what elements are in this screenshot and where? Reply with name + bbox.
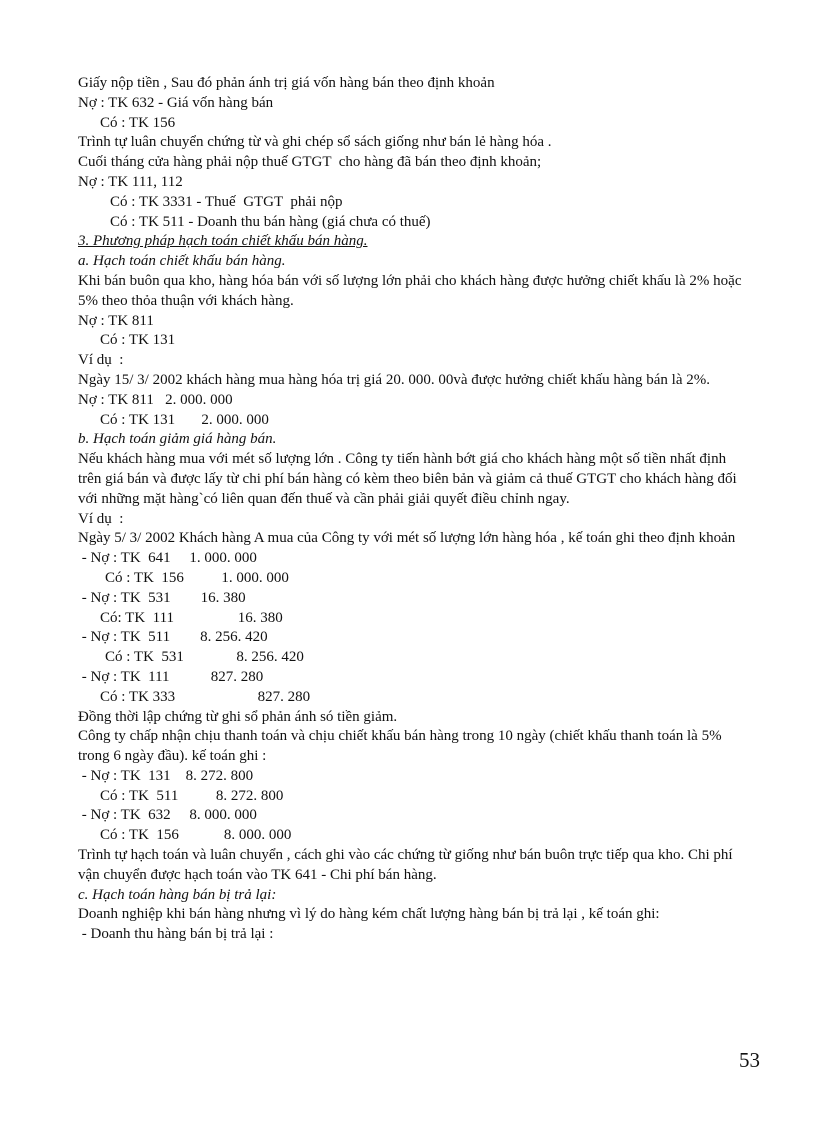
- text-line: Có : TK 3331 - Thuế GTGT phải nộp: [110, 193, 343, 210]
- paragraph: Khi bán buôn qua kho, hàng hóa bán với số lượng lớn phải cho khách hàng được hưởng chiết khấu là 2% hoặc 5% theo thỏa thuận với khách hàng.: [78, 272, 742, 309]
- text-line: Nợ : TK 811 2. 000. 000: [78, 391, 233, 408]
- entry-line: Có : TK 333 827. 280: [100, 688, 311, 705]
- paragraph: Trình tự hạch toán và luân chuyển , cách ghi vào các chứng từ giống như bán buôn trực tiếp qua kho. Chi phí vận chuyển được hạch toán vào TK 641 - Chi phí bán hàng.: [78, 847, 733, 883]
- page-number: 53: [739, 1048, 760, 1072]
- text-line: Ví dụ :: [78, 352, 124, 369]
- text-line: Nợ : TK 111, 112: [78, 173, 183, 190]
- entry-line: Có : TK 511 8. 272. 800: [100, 787, 284, 804]
- document-body: [78, 74, 748, 945]
- paragraph: Ngày 5/ 3/ 2002 Khách hàng A mua của Công ty với mét số lượng lớn hàng hóa , kế toán ghi theo định khoản: [78, 530, 736, 547]
- entry-line: Có: TK 111 16. 380: [100, 609, 283, 626]
- text-line: Nợ : TK 632 - Giá vốn hàng bán: [78, 94, 274, 111]
- text-line: Có : TK 156: [100, 114, 176, 131]
- entry-line: - Nợ : TK 511 8. 256. 420: [78, 629, 268, 646]
- entry-line: - Nợ : TK 111 827. 280: [78, 668, 264, 685]
- entry-line: Có : TK 156 8. 000. 000: [100, 827, 292, 844]
- subsection-heading: c. Hạch toán hàng bán bị trả lại:: [78, 886, 277, 903]
- text-line: Ví dụ :: [78, 510, 124, 527]
- paragraph: Nếu khách hàng mua với mét số lượng lớn . Công ty tiến hành bớt giá cho khách hàng một số tiền nhất định trên giá bán và được lấy từ chi phí bán hàng có kèm theo biên bản và giảm cả thuế GTGT cho khách hàng đối với những mặt hàng`có liên quan đến thuế và cần phải giải quyết điều chỉnh ngay.: [78, 451, 737, 507]
- entry-line: - Nợ : TK 641 1. 000. 000: [78, 550, 257, 567]
- text-line: Giấy nộp tiền , Sau đó phản ánh trị giá vốn hàng bán theo định khoản: [78, 75, 495, 91]
- subsection-heading: a. Hạch toán chiết khấu bán hàng.: [78, 253, 286, 270]
- text-line: - Doanh thu hàng bán bị trả lại :: [78, 926, 274, 943]
- text-line: Nợ : TK 811: [78, 312, 154, 329]
- text-line: Đồng thời lập chứng từ ghi sổ phản ánh só tiền giảm.: [78, 708, 398, 725]
- subsection-heading: b. Hạch toán giảm giá hàng bán.: [78, 431, 277, 448]
- text-line: Trình tự luân chuyển chứng từ và ghi chép sổ sách giống như bán lẻ hàng hóa .: [78, 134, 552, 151]
- paragraph: Doanh nghiệp khi bán hàng nhưng vì lý do hàng kém chất lượng hàng bán bị trả lại , kế toán ghi:: [78, 906, 660, 923]
- entry-line: - Nợ : TK 632 8. 000. 000: [78, 807, 257, 824]
- entry-line: Có : TK 156 1. 000. 000: [105, 569, 289, 586]
- text-line: Có : TK 511 - Doanh thu bán hàng (giá chưa có thuế): [110, 213, 431, 230]
- entry-line: - Nợ : TK 531 16. 380: [78, 589, 246, 606]
- text-line: Có : TK 131: [100, 332, 176, 349]
- section-heading: 3. Phương pháp hạch toán chiết khấu bán hàng.: [78, 233, 368, 250]
- entry-line: - Nợ : TK 131 8. 272. 800: [78, 767, 254, 784]
- text-line: Có : TK 131 2. 000. 000: [100, 411, 269, 428]
- text-line: Cuối tháng cửa hàng phải nộp thuế GTGT cho hàng đã bán theo định khoản;: [78, 154, 542, 171]
- paragraph: Ngày 15/ 3/ 2002 khách hàng mua hàng hóa trị giá 20. 000. 00và được hưởng chiết khấu hàng bán là 2%.: [78, 371, 710, 388]
- entry-line: Có : TK 531 8. 256. 420: [105, 649, 304, 666]
- paragraph: Công ty chấp nhận chịu thanh toán và chịu chiết khấu bán hàng trong 10 ngày (chiết khấu thanh toán là 5% trong 6 ngày đầu). kế toán ghi :: [78, 728, 722, 765]
